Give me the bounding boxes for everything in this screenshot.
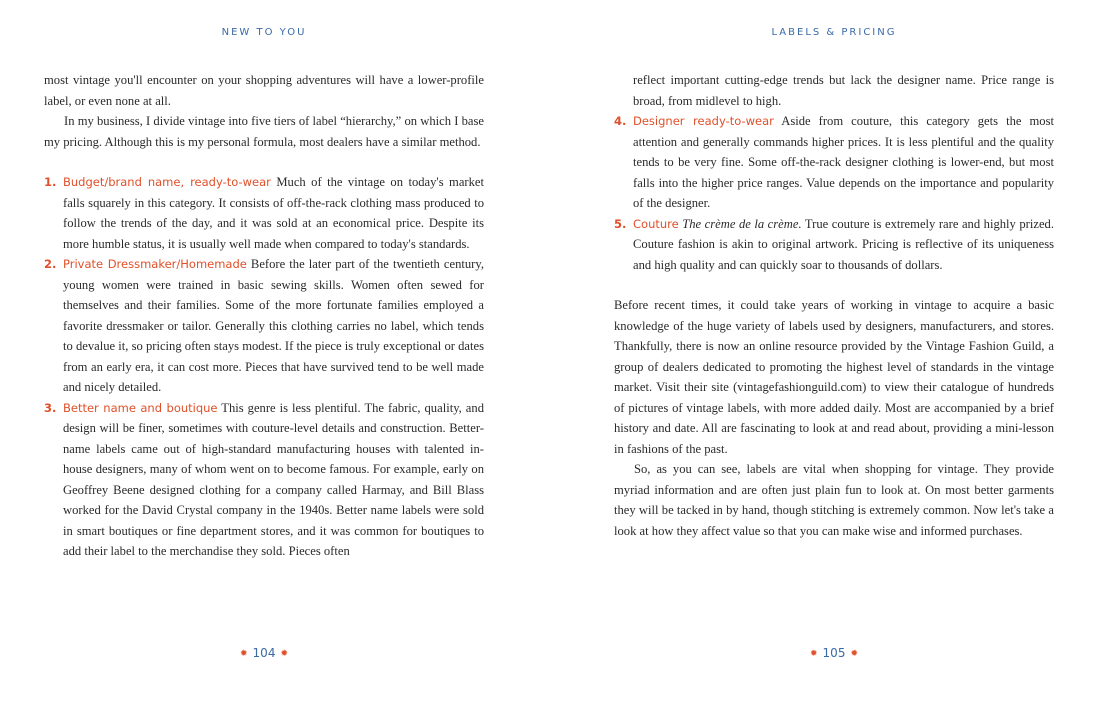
tier-text: Much of the vintage on today's market falls squarely in this category. It consists of off-the-rack clothing mass produced to follow the trends of the day, and it was sold at an economical price. Despite its more humble status, it is usually well made when compared to today's standards.	[63, 175, 485, 251]
ornament-icon: ✹	[810, 649, 818, 659]
tier-text: Aside from couture, this category gets the most attention and generally commands higher prices. It is less plentiful and the quality tends to be very fine. Some off-the-rack designer clothing is lower-end, but most falls into the higher price ranges. Value depends on the importance and popularity of the designer.	[633, 114, 1054, 210]
page-number-left	[44, 646, 484, 660]
ornament-icon: ✹	[240, 649, 248, 659]
tier-number: 1.	[44, 175, 57, 189]
page-number-right	[614, 646, 1054, 660]
left-body	[44, 70, 484, 562]
tier-item-4	[614, 111, 1054, 214]
spacer	[614, 275, 1054, 295]
tier-term: Budget/brand name, ready-to-wear	[63, 175, 271, 189]
tier-number: 5.	[614, 216, 627, 231]
tier-italic-phrase: The crème de la crème.	[682, 216, 802, 231]
running-head-right: LABELS & PRICING	[771, 27, 897, 38]
page-number: 104	[252, 646, 276, 660]
page-number: 105	[822, 646, 846, 660]
left-paragraph-1: most vintage you'll encounter on your shopping adventures will have a lower-profile label, or even none at all.	[44, 73, 484, 108]
right-paragraph-1: Before recent times, it could take years of working in vintage to acquire a basic knowledge of the huge variety of labels used by designers, manufacturers, and stores. Thankfully, there is now an online resource provided by the Vintage Fashion Guild, a group of dealers dedicated to promoting the highest level of standards in the vintage market. Visit their site (vintagefashionguild.com) to view their catalogue of hundreds of pictures of vintage labels, with more added daily. Most are accompanied by a brief history and date. All are fascinating to look at and read about, providing a mini-lesson in fashions of the past.	[614, 298, 1054, 456]
right-body	[614, 70, 1054, 541]
tier-term: Better name and boutique	[63, 400, 218, 415]
running-head-left: NEW TO YOU	[221, 27, 307, 38]
tier-item-1	[44, 172, 484, 254]
tier-item-3-continued	[614, 70, 1054, 111]
tier-term: Designer ready-to-wear	[633, 114, 774, 128]
tier-item-2	[44, 254, 484, 398]
tier-item-3	[44, 398, 484, 562]
tier-item-5	[614, 214, 1054, 276]
left-page	[44, 0, 484, 707]
ornament-icon: ✹	[280, 649, 288, 659]
tier-number: 4.	[614, 114, 627, 128]
tier-term: Private Dressmaker/Homemade	[63, 257, 247, 271]
right-page	[614, 0, 1054, 707]
left-paragraph-2: In my business, I divide vintage into five tiers of label “hierarchy,” on which I base my pricing. Although this is my personal formula, most dealers have a similar method.	[44, 114, 484, 149]
tier-text: True couture is extremely rare and highly prized. Couture fashion is akin to original artwork. Pricing is reflective of its uniqueness and high quality and can quickly soar to thousands of dollars.	[633, 216, 1054, 272]
right-paragraph-2: So, as you can see, labels are vital when shopping for vintage. They provide myriad information and are often just plain fun to look at. On most better garments they will be tacked in by hand, though stitching is extremely common. Now let's take a look at how they affect value so that you can make wise and informed purchases.	[614, 462, 1054, 538]
ornament-icon: ✹	[850, 649, 858, 659]
tier-text: This genre is less plentiful. The fabric, quality, and design will be finer, sometimes with couture-level details and construction. Better-name labels came out of high-standard manufacturing houses with talented in-house designers, many of whom went on to become famous. For example, early on Geoffrey Beene designed clothing for a company called Harmay, and Bill Blass worked for the David Crystal company in the 1940s. Better name labels were sold in smart boutiques or fine department stores, and it was common for boutiques to add their label to the merchandise they sold. Pieces often	[63, 400, 484, 558]
spacer	[44, 152, 484, 172]
tier-text: Before the later part of the twentieth century, young women were trained in basic sewing skills. Women often sewed for themselves and their families. Some of the more fortunate families employed a favorite dressmaker or tailor. Generally this clothing carries no label, which tends to devalue it, so pricing often stays modest. If the piece is truly exceptional or dates from an early era, it can cost more. Pieces that have survived tend to be well made and nicely detailed.	[63, 257, 484, 394]
tier-term: Couture	[633, 216, 679, 231]
tier-number: 3.	[44, 400, 57, 415]
tier-number: 2.	[44, 257, 57, 271]
tier-list	[44, 172, 484, 562]
tier-list-continued	[614, 70, 1054, 275]
tier-text: reflect important cutting-edge trends but lack the designer name. Price range is broad, from midlevel to high.	[633, 73, 1054, 108]
